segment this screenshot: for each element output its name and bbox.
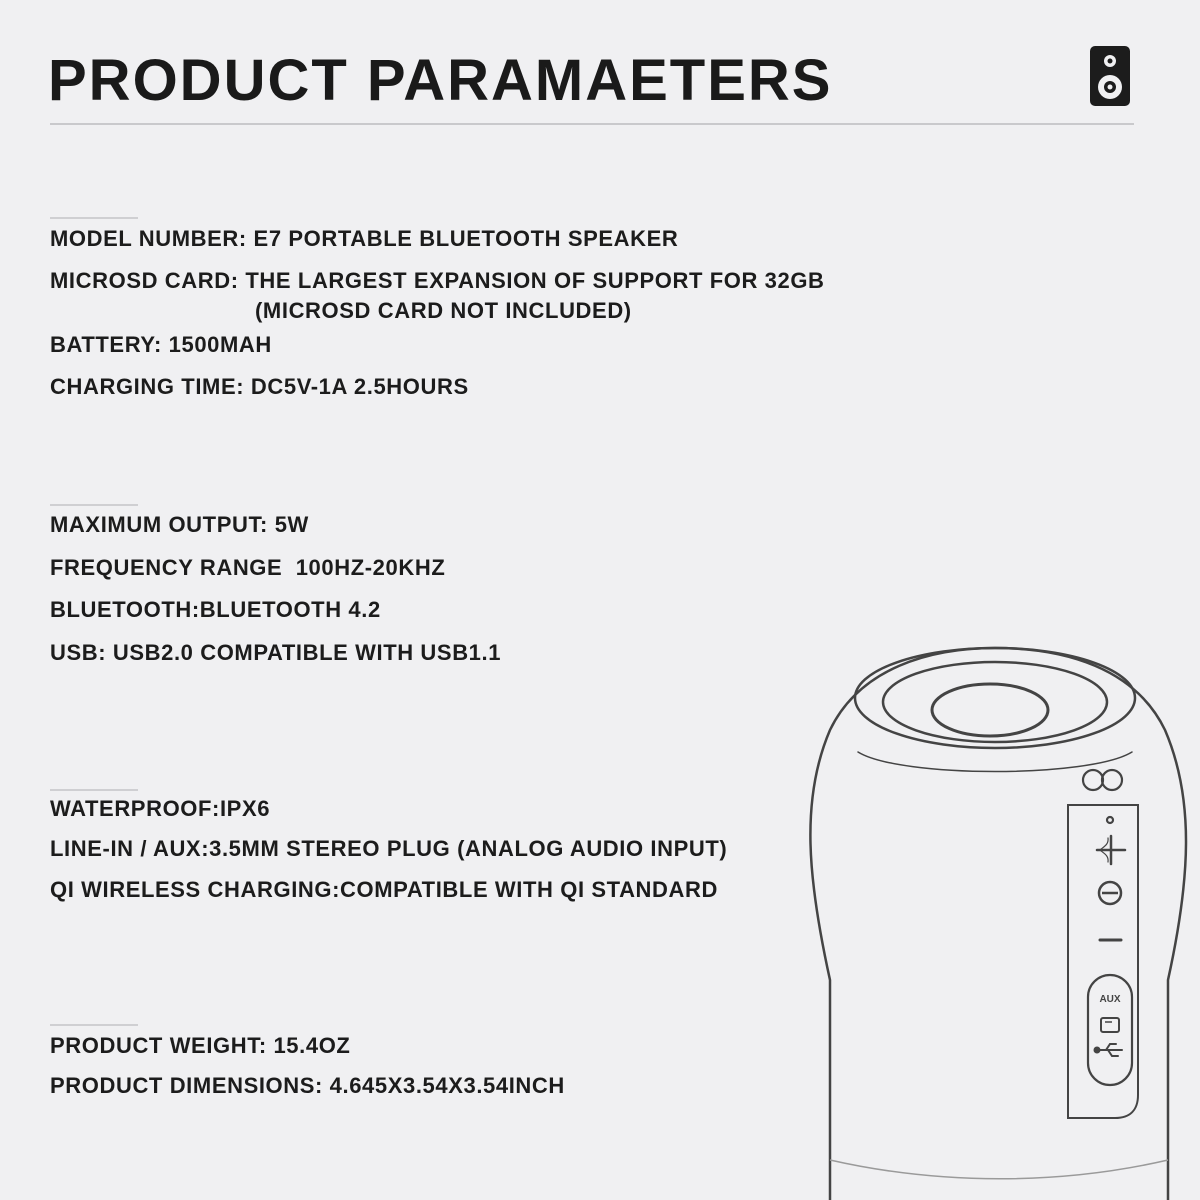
spec-charging-time: CHARGING TIME: DC5V-1A 2.5HOURS — [50, 374, 469, 399]
spec-product-weight: PRODUCT WEIGHT: 15.4OZ — [50, 1033, 351, 1058]
spec-microsd-card-note: (MICROSD CARD NOT INCLUDED) — [255, 298, 632, 323]
spec-microsd-card-line: MICROSD CARD: THE LARGEST EXPANSION OF SUPPORT FOR 32GB — [50, 268, 825, 293]
aux-port-label: AUX — [1099, 994, 1121, 1005]
spec-line-in-aux: LINE-IN / AUX:3.5MM STEREO PLUG (ANALOG AUDIO INPUT) — [50, 836, 728, 861]
speaker-illustration — [790, 640, 1200, 1200]
spec-bluetooth: BLUETOOTH:BLUETOOTH 4.2 — [50, 597, 381, 622]
spec-frequency-range: FREQUENCY RANGE 100HZ-20KHZ — [50, 555, 446, 580]
power-button-icon — [1083, 770, 1122, 790]
spec-microsd-card — [50, 266, 825, 326]
spec-model-number: MODEL NUMBER: E7 PORTABLE BLUETOOTH SPEAKER — [50, 226, 679, 251]
plus-button-icon — [1097, 836, 1125, 864]
group-divider — [50, 789, 138, 791]
page-title: PRODUCT PARAMAETERS — [48, 48, 833, 113]
spec-battery: BATTERY: 1500MAH — [50, 332, 272, 357]
microsd-slot-icon — [1101, 1018, 1119, 1032]
spec-waterproof: WATERPROOF:IPX6 — [50, 796, 271, 821]
spec-qi-wireless-charging: QI WIRELESS CHARGING:COMPATIBLE WITH QI STANDARD — [50, 877, 718, 902]
usb-port-icon — [1095, 1044, 1123, 1056]
spec-maximum-output: MAXIMUM OUTPUT: 5W — [50, 512, 309, 537]
play-pause-button-icon — [1099, 882, 1121, 904]
group-divider — [50, 217, 138, 219]
group-divider — [50, 504, 138, 506]
title-divider — [50, 123, 1134, 125]
speaker-box-icon — [1088, 44, 1132, 108]
spec-product-dimensions: PRODUCT DIMENSIONS: 4.645X3.54X3.54INCH — [50, 1073, 565, 1098]
spec-usb: USB: USB2.0 COMPATIBLE WITH USB1.1 — [50, 640, 502, 665]
group-divider — [50, 1024, 138, 1026]
